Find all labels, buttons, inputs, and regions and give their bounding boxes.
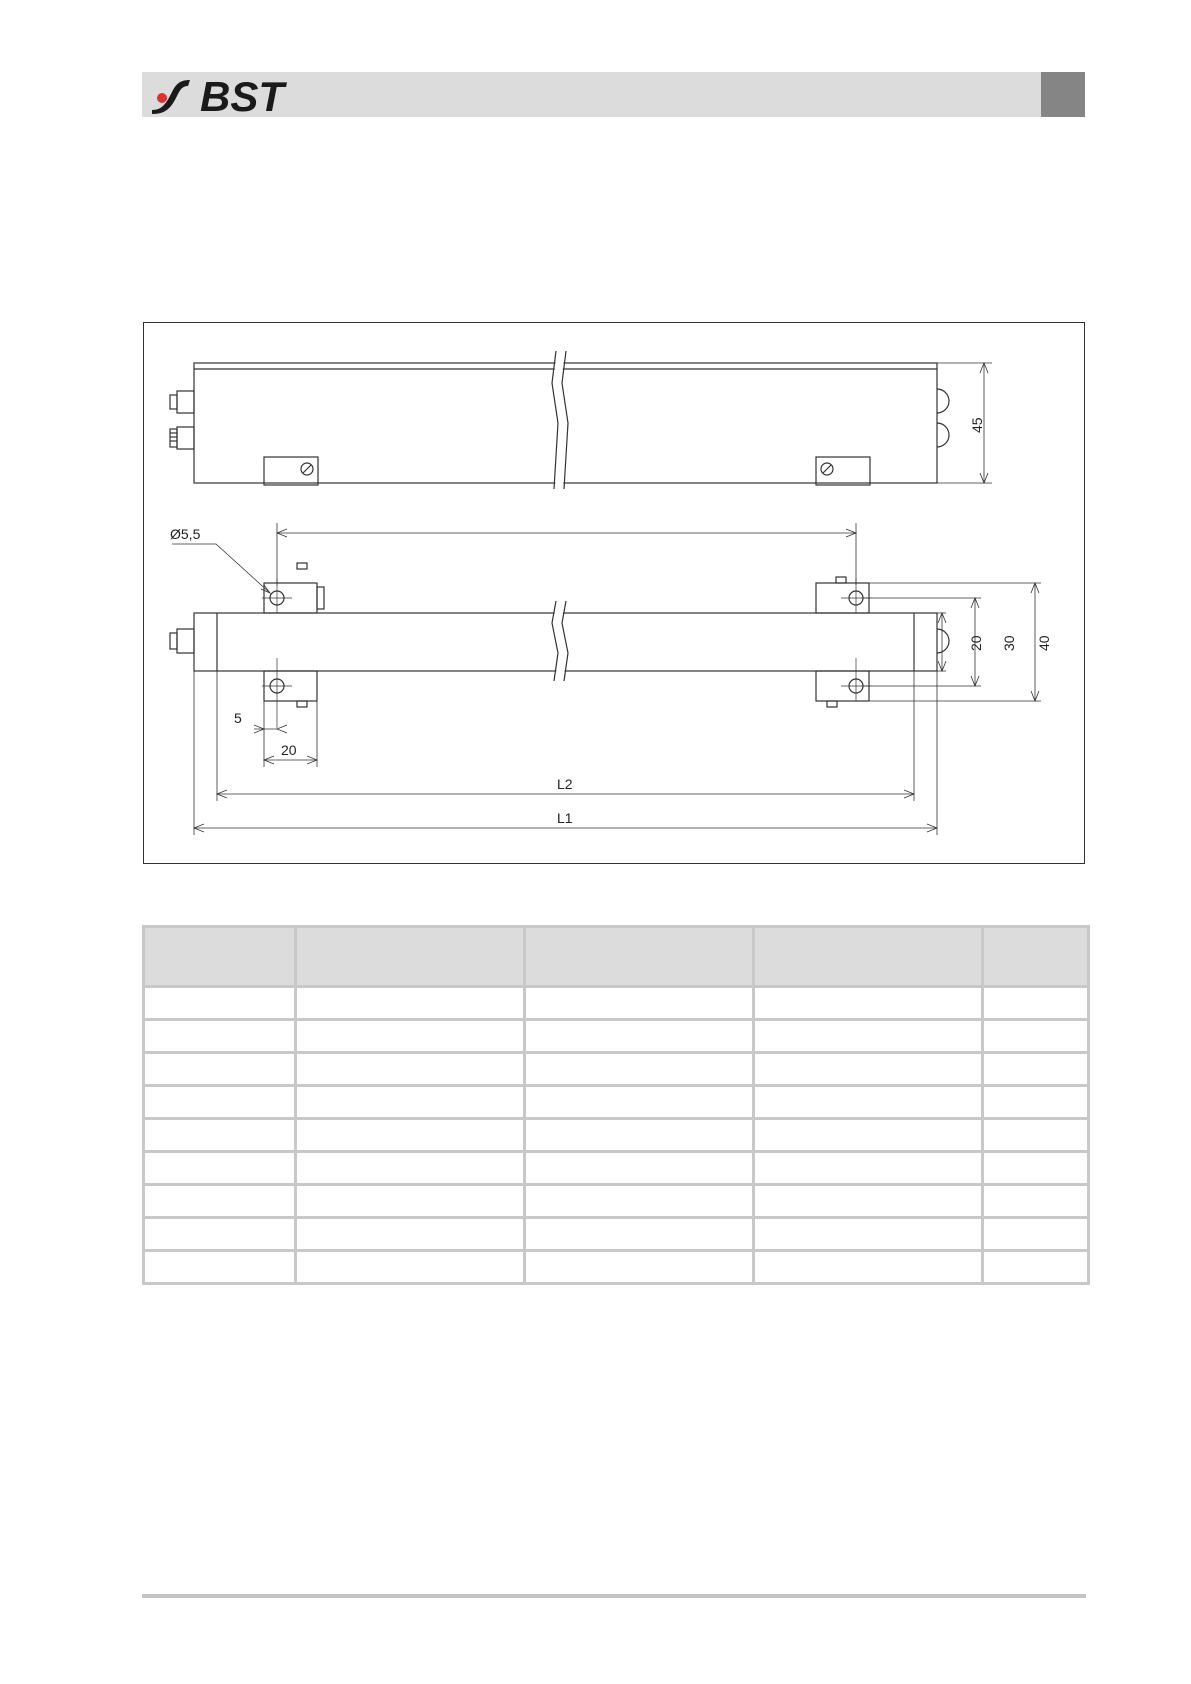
connector-left-top — [177, 391, 194, 413]
table-header-cell — [296, 927, 525, 987]
logo-text: BST — [200, 74, 284, 116]
label-dim-20-bottom: 20 — [281, 742, 297, 758]
label-dim-40: 40 — [1036, 635, 1052, 651]
table-row — [144, 1251, 1089, 1284]
table-row — [144, 987, 1089, 1020]
led-bottom — [937, 423, 949, 447]
table-row — [144, 1020, 1089, 1053]
table-header-cell — [144, 927, 296, 987]
drawing-svg — [144, 323, 1086, 865]
table-row — [144, 1119, 1089, 1152]
label-l2: L2 — [557, 776, 573, 792]
table-row — [144, 1152, 1089, 1185]
led-top — [937, 389, 949, 413]
data-table — [142, 925, 1090, 1285]
table-header-cell — [983, 927, 1089, 987]
label-l1: L1 — [557, 810, 573, 826]
table-header-cell — [754, 927, 983, 987]
label-dim-20-side: 20 — [968, 635, 984, 651]
label-diameter: Ø5,5 — [170, 526, 201, 542]
label-dim-5: 5 — [234, 710, 242, 726]
table-body — [144, 987, 1089, 1284]
table-header-row — [144, 927, 1089, 987]
table-row — [144, 1185, 1089, 1218]
technical-drawing — [143, 322, 1085, 864]
bst-logo — [148, 74, 338, 116]
label-dim-30: 30 — [1001, 635, 1017, 651]
connector-left-bottom — [177, 427, 194, 449]
side-bracket-right — [816, 457, 870, 485]
header-accent-block — [1041, 72, 1085, 117]
table-header-cell — [525, 927, 754, 987]
side-bracket-left — [264, 457, 318, 485]
footer-divider — [142, 1594, 1086, 1598]
logo-dot-icon — [157, 93, 167, 103]
table-row — [144, 1218, 1089, 1251]
table-row — [144, 1053, 1089, 1086]
table-row — [144, 1086, 1089, 1119]
label-dim-45: 45 — [969, 417, 985, 433]
